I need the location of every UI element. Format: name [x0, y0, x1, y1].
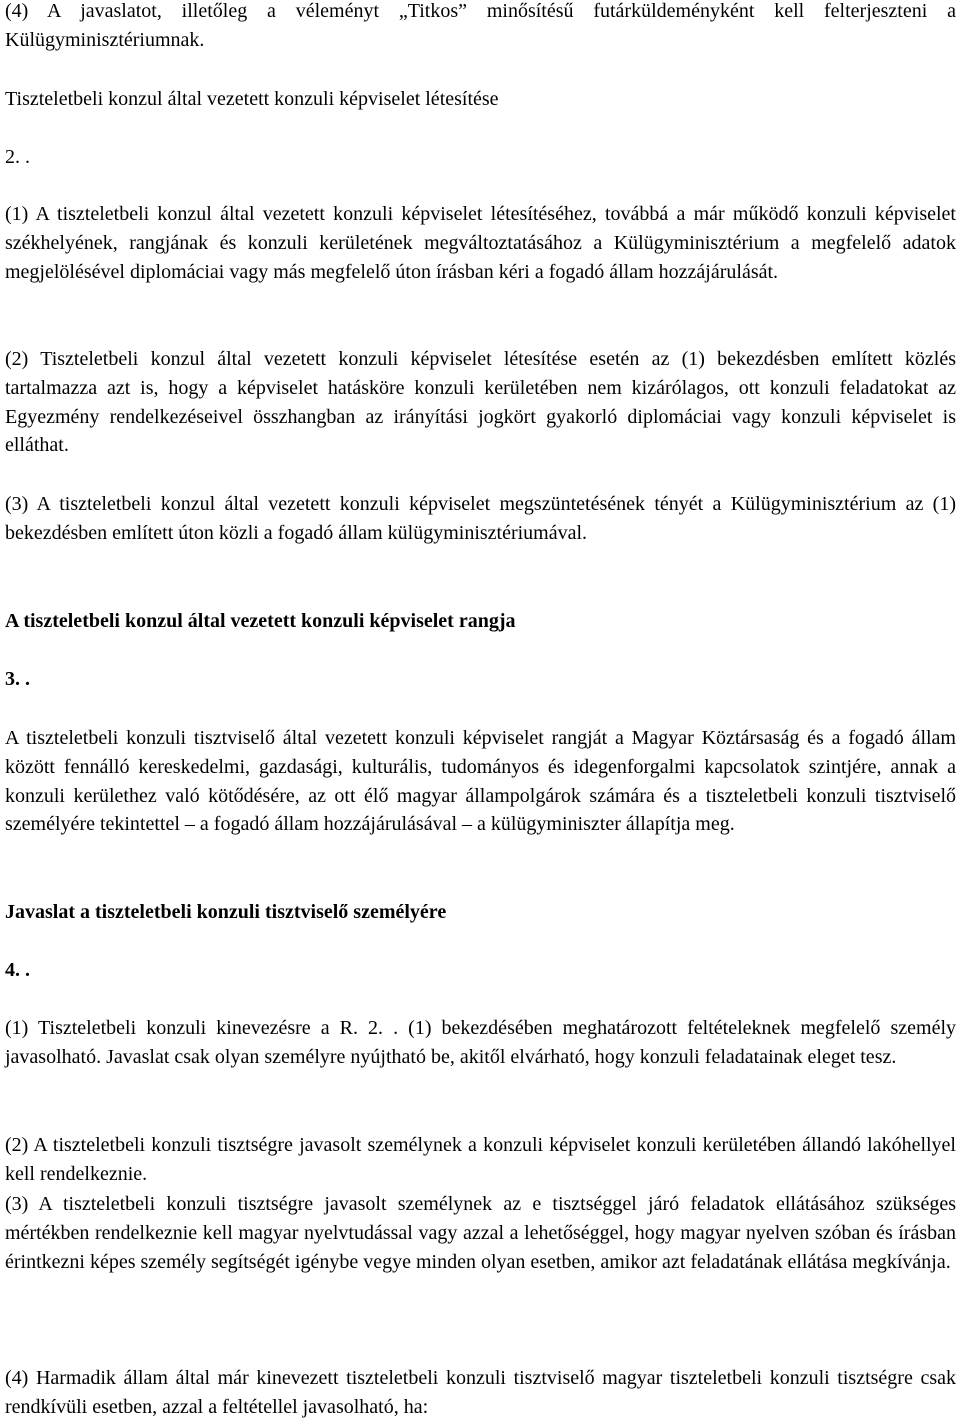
paragraph-4-3: (3) A tiszteletbeli konzuli tisztségre javasolt személynek az e tisztséggel járó feladatok ellátásához szükséges mértékben rendelkeznie kell magyar nyelvtudással vagy azzal a lehetőséggel, hogy magyar nyelven szóban és írásban érintkezni képes személy segítségét igénybe vegye minden olyan esetben, amikor azt feladatának ellátása megkívánja.: [5, 1193, 956, 1273]
paragraph-2-3: (3) A tiszteletbeli konzul által vezetett konzuli képviselet megszüntetésének tényét a Külügyminisztérium az (1) bekezdésben említett úton közli a fogadó állam külügyminisztériumával.: [5, 493, 956, 544]
paragraph-4-secret-courier: (4) A javaslatot, illetőleg a véleményt „Titkos” minősítésű futárküldeményként kell felterjeszteni a Külügyminisztériumnak.: [5, 0, 956, 51]
paragraph-4-4: (4) Harmadik állam által már kinevezett tiszteletbeli konzuli tisztviselő magyar tiszteletbeli konzuli tisztségre csak rendkívüli esetben, azzal a feltétellel javasolható, ha:: [5, 1367, 956, 1418]
paragraph-4-1: (1) Tiszteletbeli konzuli kinevezésre a R. 2. . (1) bekezdésében meghatározott feltételeknek megfelelő személy javasolható. Javaslat csak olyan személyre nyújtható be, akitől elvárható, hogy konzuli feladatainak eleget tesz.: [5, 1017, 956, 1068]
section-number-2: 2. .: [5, 146, 30, 168]
heading-honorary-consulate-establishment: Tiszteletbeli konzul által vezetett konzuli képviselet létesítése: [5, 88, 499, 110]
section-number-3: 3. .: [5, 668, 30, 690]
heading-proposal-person: Javaslat a tiszteletbeli konzuli tisztviselő személyére: [5, 901, 447, 923]
paragraph-2-2: (2) Tiszteletbeli konzul által vezetett konzuli képviselet létesítése esetén az (1) bekezdésben említett közlés tartalmazza azt is, hogy a képviselet hatásköre konzuli kerületében nem kizárólagos, ott konzuli feladatokat az Egyezmény rendelkezéseivel összhangban az irányítási jogkört gyakorló diplomáciai vagy konzuli képviselet is elláthat.: [5, 348, 956, 457]
paragraph-4-2: (2) A tiszteletbeli konzuli tisztségre javasolt személynek a konzuli képviselet konzuli kerületében állandó lakóhellyel kell rendelkeznie.: [5, 1134, 956, 1185]
paragraph-2-1: (1) A tiszteletbeli konzul által vezetett konzuli képviselet létesítéséhez, továbbá a már működő konzuli képviselet székhelyének, rangjának és konzuli kerületének megváltoztatásához a Külügyminisztérium a megfelelő adatok megjelölésével diplomáciai vagy más megfelelő úton írásban kéri a fogadó állam hozzájárulását.: [5, 203, 956, 283]
paragraph-3: A tiszteletbeli konzuli tisztviselő által vezetett konzuli képviselet rangját a Magyar Köztársaság és a fogadó állam között fennálló kereskedelmi, gazdasági, kulturális, tudományos és idegenforgalmi kapcsolatok szintjére, annak a konzuli kerülethez való kötődésére, az ott élő magyar állampolgárok számára és a tiszteletbeli konzuli tisztviselő személyére tekintettel – a fogadó állam hozzájárulásával – a külügyminiszter állapítja meg.: [5, 727, 956, 836]
section-number-4: 4. .: [5, 959, 30, 981]
heading-consulate-rank: A tiszteletbeli konzul által vezetett konzuli képviselet rangja: [5, 610, 516, 632]
